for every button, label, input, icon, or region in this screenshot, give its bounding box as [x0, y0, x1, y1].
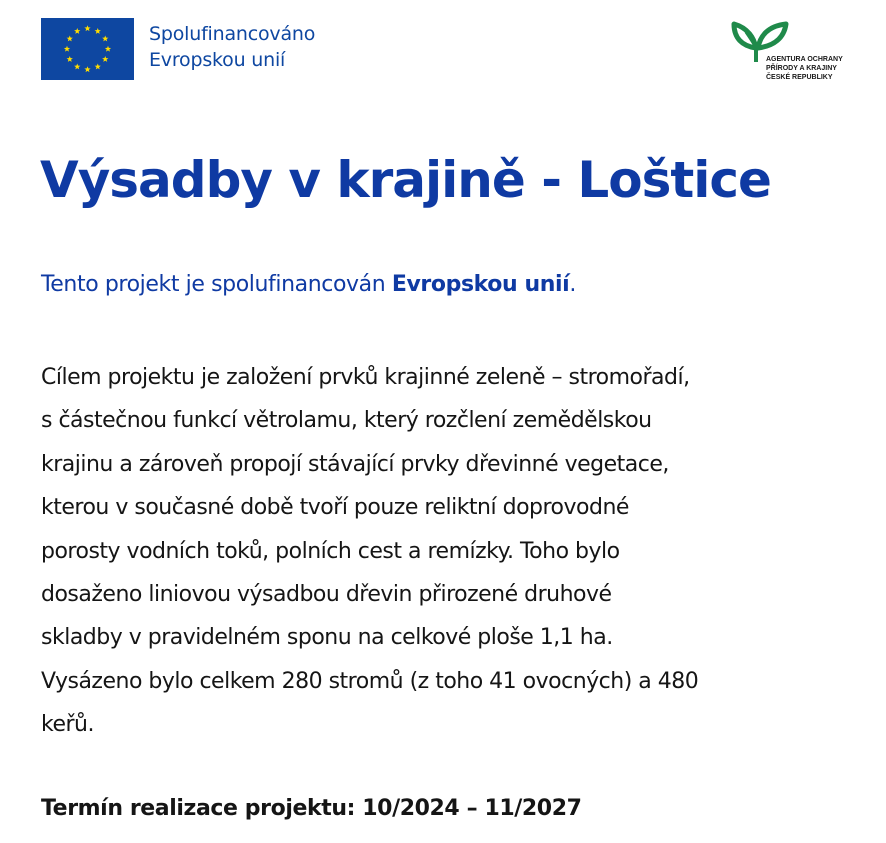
description-line: krajinu a zároveň propojí stávající prvky dřevinné vegetace, [41, 451, 669, 477]
aopk-logo-line3: ČESKÉ REPUBLIKY [766, 74, 833, 81]
cofinancing-emphasis: Evropskou unií [391, 272, 570, 297]
description-line: keřů. [41, 712, 94, 738]
aopk-logo-line1: AGENTURA OCHRANY [766, 56, 843, 63]
cofinancing-prefix: Tento projekt je spolufinancován [41, 272, 392, 297]
eu-logo-line2: Evropskou unií [149, 49, 286, 71]
cofinancing-suffix: . [569, 272, 576, 297]
page-title: Výsadby v krajině - Loštice [40, 151, 771, 209]
aopk-logo [728, 18, 850, 81]
eu-cofinancing-logo [41, 18, 315, 80]
description-line: dosaženo liniovou výsadbou dřevin přirozené druhové [41, 582, 612, 608]
description-line: skladby v pravidelném sponu na celkové ploše 1,1 ha. [41, 625, 613, 651]
description-line: Vysázeno bylo celkem 280 stromů (z toho 41 ovocných) a 480 [41, 668, 699, 694]
project-term: Termín realizace projektu: 10/2024 – 11/2027 [41, 796, 582, 821]
description-line: porosty vodních toků, polních cest a remízky. Toho bylo [41, 538, 620, 564]
cofinancing-statement [41, 269, 576, 301]
eu-logo-line1: Spolufinancováno [149, 23, 316, 45]
description-line: s částečnou funkcí větrolamu, který rozčlení zemědělskou [41, 408, 652, 434]
eu-flag-icon [41, 18, 134, 80]
aopk-logo-text [766, 55, 843, 82]
eu-logo-text [149, 21, 315, 73]
description-line: kterou v současné době tvoří pouze reliktní doprovodné [41, 495, 629, 521]
aopk-logo-line2: PŘÍRODY A KRAJINY [766, 65, 837, 72]
project-description [41, 356, 861, 747]
description-line: Cílem projektu je založení prvků krajinné zeleně – stromořadí, [41, 365, 690, 390]
